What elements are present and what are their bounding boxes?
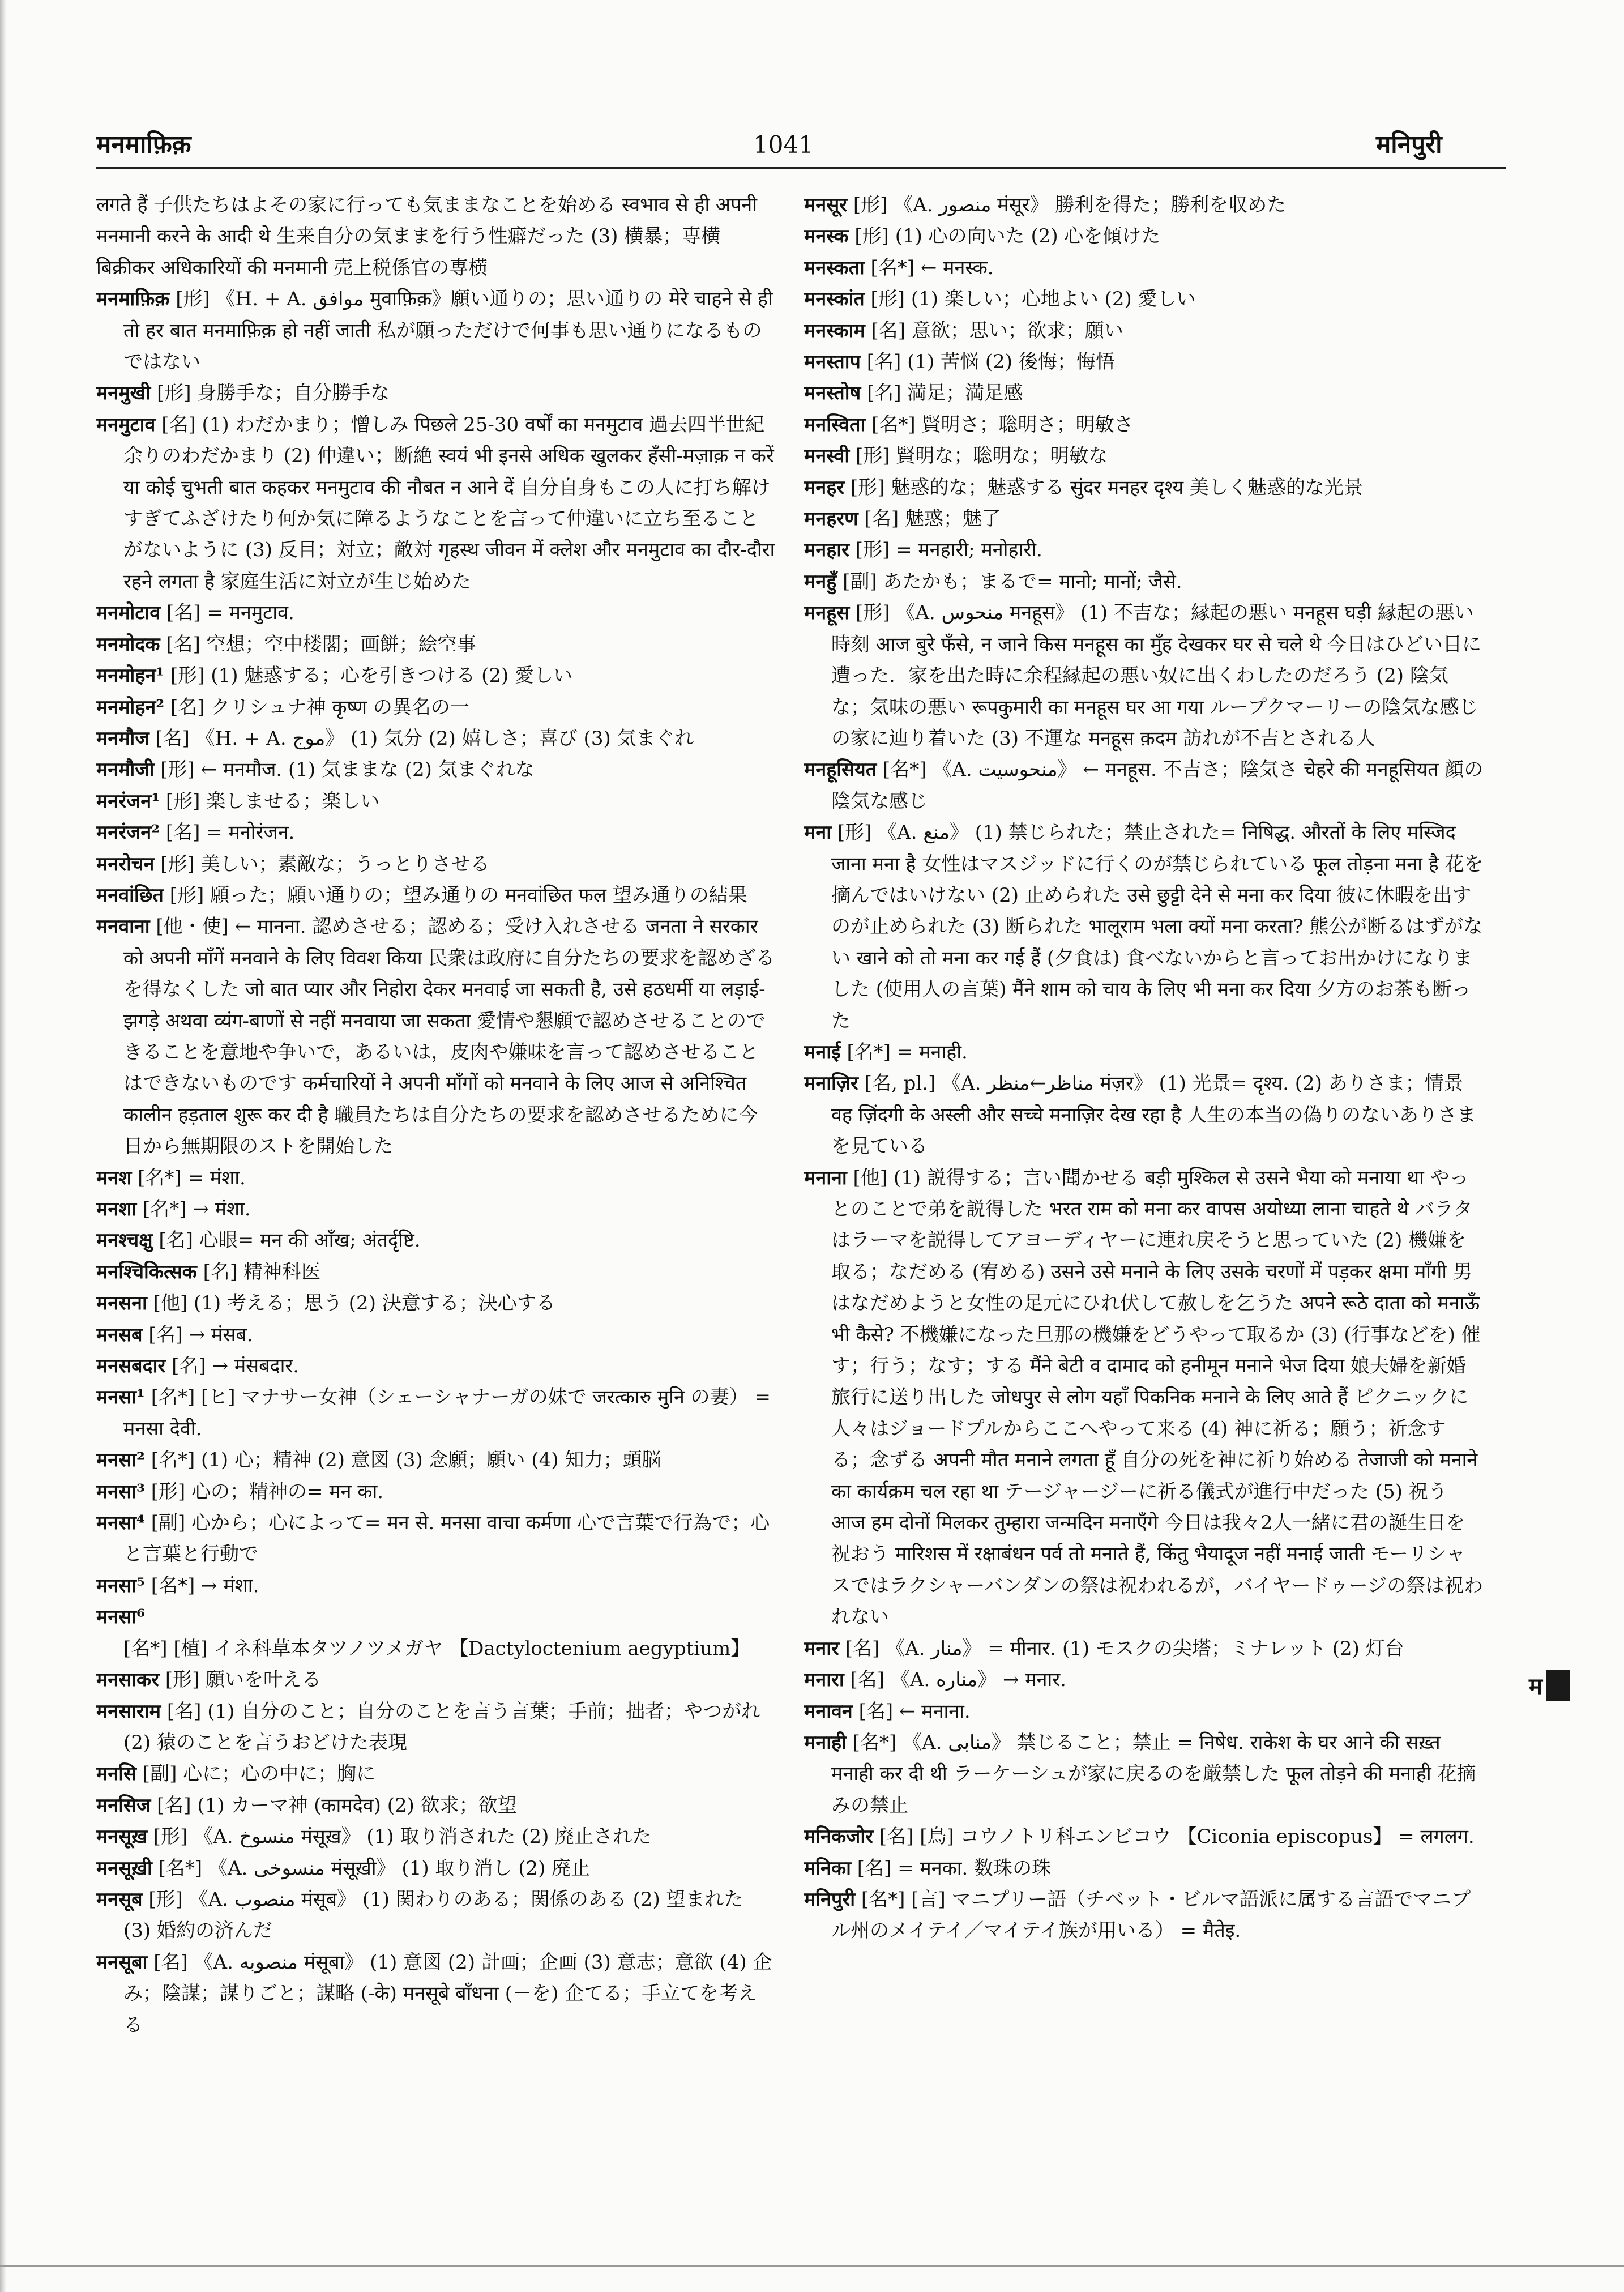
dictionary-entry	[96, 817, 776, 848]
entry-definition: [他・使] ← मानना. 認めさせる；認める；受け入れさせる जनता ने सरकार को अपनी माँगें मनवाने के लिए विवश किया 民衆は政府に自分たちの要求を認めざるを得なくした जो बात प्यार और निहोरा देकर मनवाई जा सकती है, उसे हठधर्मी या लड़ाई-झगड़े अथवा व्यंग-बाणों से नहीं मनवाया जा सकता 愛情や懇願で認めさせることのできることを意地や争いで，あるいは，皮肉や嫌味を言って認めさせることはできないものです कर्मचारियों ने अपनी माँगों को मनवाने के लिए आज से अनिश्चित कालीन हड़ताल शुरू कर दी है 職員たちは自分たちの要求を認めさせるために今日から無期限のストを開始した	[123, 915, 775, 1158]
dictionary-entry	[96, 723, 776, 754]
headword: मनसूर	[804, 194, 848, 216]
headword: मनस्वी	[804, 445, 850, 468]
header-rule	[96, 167, 1506, 169]
dictionary-entry	[804, 566, 1484, 597]
entry-definition: [名] (1) 自分のこと；自分のことを言う言葉；手前；拙者；やつがれ (2) 猿のことを言うおどけた表現	[123, 1700, 761, 1754]
headword: मनसूब	[96, 1888, 143, 1911]
dictionary-entry	[96, 1382, 776, 1445]
dictionary-entry	[804, 315, 1484, 347]
headword: मनमोहन¹	[96, 664, 165, 688]
dictionary-entry	[804, 347, 1484, 378]
entry-definition: [名] クリシュナ神 कृष्ण の異名の一	[164, 695, 469, 719]
headword: मनस्विता	[804, 413, 866, 436]
entry-continuation	[96, 190, 776, 284]
dictionary-entry	[96, 880, 776, 911]
dictionary-entry	[96, 911, 776, 1162]
entry-definition: [他] (1) 考える；思う (2) 決意する；決心する	[147, 1292, 555, 1315]
headword: मनमोटाव	[96, 601, 161, 625]
headword: मनवाना	[96, 915, 150, 938]
entry-definition: [名] 精神科医	[196, 1260, 320, 1283]
dictionary-entry	[804, 190, 1484, 221]
dictionary-entry	[96, 1445, 776, 1476]
dictionary-entry	[804, 597, 1484, 754]
entry-definition: [副] 心から；心によって= मन से. मनसा वाचा कर्मणा 心で言葉で行為で；心と言葉と行動で	[123, 1512, 770, 1566]
entry-definition: [形] ← मनमौज. (1) 気ままな (2) 気まぐれな	[154, 758, 535, 782]
entry-definition: [名] = मनमुटाव.	[160, 601, 294, 625]
entry-definition: [形] 《A. منع》 (1) 禁じられた；禁止された= निषिद्ध. औरतों के लिए मस्जिद जाना मना है 女性はマスジッドに行くのが禁じられている फूल तोड़ना मना है 花を摘んではいけない (2) 止められた उसे छुट्टी देने से मना कर दिया 彼に休暇を出すのが止められた (3) 断られた भालूराम भला क्यों मना करता? 熊公が断るはずがない खाने को तो मना कर गई हैं (夕食は) 食べないからと言ってお出かけになりました (使用人の言葉) मैंने शाम को चाय के लिए भी मना कर दिया 夕方のお茶も断った	[831, 821, 1484, 1032]
dictionary-entry	[804, 1037, 1484, 1068]
headword: मनस्क	[804, 225, 849, 248]
headword: मनमौज	[96, 727, 149, 750]
headword: मनसिज	[96, 1794, 151, 1817]
headword: मनरंजन¹	[96, 789, 160, 813]
dictionary-entry	[804, 1633, 1484, 1664]
dictionary-entry	[96, 1570, 776, 1602]
dictionary-entry	[804, 754, 1484, 817]
entry-definition: [名*] 賢明さ；聡明さ；明敏さ	[865, 413, 1134, 436]
entry-definition: [形] 賢明な；聡明な；明敏な	[849, 445, 1108, 468]
dictionary-entry	[804, 1821, 1484, 1853]
dictionary-entry	[96, 597, 776, 629]
headword: मनसूख़	[96, 1825, 147, 1849]
header-right-guideword: मनिपुरी	[1376, 130, 1442, 159]
entry-definition: [名] 心眼= मन की आँख; अंतर्दृष्टि.	[152, 1229, 421, 1252]
headword: मनसना	[96, 1292, 147, 1315]
headword: मनसाकर	[96, 1668, 160, 1692]
headword: मनहर	[804, 476, 845, 499]
entry-definition: [形] 魅惑的な；魅惑する सुंदर मनहर दृश्य 美しく魅惑的な光景	[844, 476, 1363, 499]
headword: मनशा	[96, 1198, 137, 1220]
dictionary-entry	[96, 692, 776, 723]
headword: मनाज़िर	[804, 1072, 858, 1095]
dictionary-entry	[804, 535, 1484, 566]
headword: मनसाराम	[96, 1700, 161, 1723]
thumb-index-tab	[1529, 1670, 1570, 1701]
headword: मनारा	[804, 1668, 844, 1692]
column-left	[96, 190, 776, 2041]
dictionary-entry	[96, 849, 776, 880]
thumb-index-letter: म	[1529, 1673, 1542, 1700]
dictionary-entry	[96, 660, 776, 692]
entry-definition: [形] (1) 心の向いた (2) 心を傾けた	[848, 225, 1161, 248]
headword: मनमोहन²	[96, 695, 165, 719]
dictionary-entry	[96, 1696, 776, 1759]
headword: मनरोचन	[96, 852, 155, 876]
entry-definition: [名] → मंसब.	[142, 1323, 253, 1346]
entry-definition: [名*] 《A. منسوخى मंसूख़ी》 (1) 取り消し (2) 廃止	[152, 1856, 591, 1880]
headword: मनहूस	[804, 601, 850, 625]
headword: मनवांछित	[96, 883, 164, 907]
dictionary-entry	[96, 1320, 776, 1351]
headword: मनमोदक	[96, 633, 160, 656]
entry-definition: [形] 願いを叶える	[159, 1668, 322, 1692]
headword: मनसूबा	[96, 1950, 148, 1974]
entry-definition: [名] (1) わだかまり；憎しみ पिछले 25-30 वर्षों का मनमुटाव 過去四半世紀余りのわだかまり (2) 仲違い；断絶 स्वयं भी इनसे अधिक खुलकर हँसी-मज़ाक़ न करें या कोई चुभती बात कहकर मनमुटाव की नौबत न आने दें 自分自身もこの人に打ち解けすぎてふざけたり何か気に障るようなことを言って仲違いに立ち至ることがないように (3) 反目；対立；敵対 गृहस्थ जीवन में क्लेश और मनमुटाव का दौर-दौरा रहने लगता है 家庭生活に対立が生じ始めた	[123, 413, 775, 593]
entry-definition: [名] = मनोरंजन.	[160, 821, 295, 844]
dictionary-entry	[96, 1602, 776, 1664]
entry-definition: [形] 心の；精神の= मन का.	[144, 1480, 384, 1503]
entry-definition: [副] 心に；心の中に；胸に	[136, 1762, 376, 1786]
dictionary-entry	[804, 441, 1484, 472]
column-right	[804, 190, 1484, 1947]
entry-definition: [名] (1) 苦悩 (2) 後悔；悔悟	[860, 351, 1115, 374]
dictionary-entry	[804, 1853, 1484, 1884]
headword: मनस्काम	[804, 319, 865, 342]
entry-definition: [名] = मनका. 数珠の珠	[851, 1856, 1052, 1880]
dictionary-entry	[804, 221, 1484, 252]
headword: मनसा⁵	[96, 1574, 145, 1597]
dictionary-entry	[96, 1884, 776, 1947]
entry-definition: [形] 美しい；素敵な；うっとりさせる	[154, 852, 490, 876]
entry-definition: [名] → मंसबदार.	[165, 1355, 300, 1378]
dictionary-entry	[804, 1727, 1484, 1821]
headword: मनमौजी	[96, 758, 155, 782]
dictionary-entry	[96, 1821, 776, 1853]
headword: मनस्कता	[804, 256, 865, 279]
dictionary-entry	[96, 409, 776, 597]
entry-definition: [名] 《A. منار》 = मीनार. (1) モスクの尖塔；ミナレット (2) 灯台	[839, 1637, 1404, 1660]
dictionary-entry	[96, 1664, 776, 1696]
headword: मनश्चिकित्सक	[96, 1260, 197, 1283]
entry-definition: [形] (1) 魅惑する；心を引きつける (2) 愛しい	[164, 664, 573, 688]
dictionary-entry	[96, 1947, 776, 2041]
dictionary-entry	[96, 1476, 776, 1508]
entry-definition: [名] ← मनाना.	[852, 1700, 971, 1723]
headword: मनमुखी	[96, 382, 151, 405]
dictionary-entry	[96, 1163, 776, 1194]
dictionary-entry	[96, 1257, 776, 1288]
headword: मनसा²	[96, 1449, 145, 1472]
dictionary-entry	[96, 284, 776, 378]
entry-definition: [名] 《A. منصوبه मंसूबा》 (1) 意図 (2) 計画；企画 (3) 意志；意欲 (4) 企み；陰謀；謀りごと；謀略 (-के) मनसूबे बाँधना (－を) 企てる；手立てを考える	[123, 1950, 772, 2037]
dictionary-entry	[804, 472, 1484, 503]
entry-definition: [他] (1) 説得する；言い聞かせる बड़ी मुश्किल से उसने भैया को मनाया था やっとのことで弟を説得した भरत राम को मना कर वापस अयोध्या लाना चाहते थे バラタはラーマを説得してアヨーディヤーに連れ戻そうと思っていた (2) 機嫌を取る；なだめる (宥める) उसने उसे मनाने के लिए उसके चरणों में पड़कर क्षमा माँगी 男はなだめようと女性の足元にひれ伏して赦しを乞うた अपने रूठे दाता को मनाऊँ भी कैसे? 不機嫌になった旦那の機嫌をどうやって取るか (3) (行事などを) 催す；行う；なす；する मैंने बेटी व दामाद को हनीमून मनाने भेज दिया 娘夫婦を新婚旅行に送り出した जोधपुर से लोग यहाँ पिकनिक मनाने के लिए आते हैं ピクニックに人々はジョードプルからここへやって来る (4) 神に祈る；願う；祈念する；念ずる अपनी मौत मनाने लगता हूँ 自分の死を神に祈り始める तेजाजी को मनाने का कार्यक्रम चल रहा था テージャージーに祈る儀式が進行中だった (5) 祝う आज हम दोनों मिलकर तुम्हारा जन्मदिन मनाएँगे 今日は我々2人一緒に君の誕生日を祝おう मारिशस में रक्षाबंधन पर्व तो मनाते हैं, किंतु भैयादूज नहीं मनाई जाती モーリシャスではラクシャーバンダンの祭は祝われるが，バイヤードゥージの祭は祝われない	[831, 1166, 1484, 1629]
headword: मनस्तोष	[804, 382, 861, 405]
entry-definition: [形] 楽しませる；楽しい	[160, 789, 380, 813]
dictionary-entry	[804, 1664, 1484, 1696]
headword: मनमुटाव	[96, 413, 156, 436]
entry-definition: [名*] [植] イネ科草本タツノツメガヤ 【Dactyloctenium aegyptium】	[123, 1637, 750, 1660]
entry-definition: [名*] = मंशा.	[131, 1166, 246, 1189]
headword: मनहरण	[804, 507, 858, 531]
dictionary-entry	[96, 1194, 776, 1225]
thumb-index-block	[1546, 1670, 1570, 1701]
dictionary-entry	[96, 1225, 776, 1256]
entry-definition: [形] 《A. منصور मंसूर》 勝利を得た；勝利を収めた	[847, 194, 1287, 216]
page-number: 1041	[753, 131, 814, 159]
page-edge-shadow	[0, 0, 6, 2292]
headword: मनमाफ़िक़	[96, 288, 170, 311]
entry-definition: [形] = मनहारी; मनोहारी.	[849, 539, 1042, 562]
headword: मनसा³	[96, 1480, 145, 1503]
headword: मनश्चक्षु	[96, 1229, 153, 1252]
entry-definition: [名] 空想；空中楼閣；画餅；絵空事	[160, 633, 476, 656]
dictionary-entry	[804, 1163, 1484, 1633]
entry-definition: [名*] ← मनस्क.	[864, 256, 994, 279]
header-left-guideword: मनमाफ़िक़	[96, 130, 191, 159]
dictionary-entry	[96, 1351, 776, 1382]
headword: मनसबदार	[96, 1355, 166, 1378]
entry-definition: [名*] [ヒ] マナサー女神（シェーシャナーガの妹で जरत्कारु मुनि の妻） = मनसा देवी.	[123, 1386, 771, 1440]
entry-definition: [形] 《A. منسوخ मंसूख़》 (1) 取り消された (2) 廃止された	[147, 1825, 652, 1849]
entry-definition: [形] 《A. منصوب मंसूब》 (1) 関わりのある；関係のある (2) 望まれた (3) 婚約の済んだ	[123, 1888, 743, 1943]
dictionary-entry	[96, 786, 776, 817]
dictionary-entry	[96, 629, 776, 660]
dictionary-entry	[804, 378, 1484, 409]
dictionary-entry	[804, 1068, 1484, 1162]
dictionary-entry	[96, 378, 776, 409]
entry-definition: [名] 《A. مناره》 → मनार.	[844, 1668, 1066, 1692]
dictionary-entry	[96, 754, 776, 786]
headword: मनसा⁴	[96, 1512, 145, 1535]
dictionary-entry	[804, 284, 1484, 315]
dictionary-entry	[804, 1884, 1484, 1947]
entry-definition: [形] 身勝手な；自分勝手な	[151, 382, 390, 405]
entry-definition: [名*] 《A. منابى》 禁じること；禁止 = निषेध. राकेश के घर आने की सख़्त मनाही कर दी थी ラーケーシュが家に戻るのを厳禁した फूल तोड़ने की मनाही 花摘みの禁止	[831, 1731, 1476, 1817]
entry-definition: [名] [鳥] コウノトリ科エンビコウ 【Ciconia episcopus】 = लगलग.	[873, 1825, 1475, 1849]
headword: मनस्कांत	[804, 288, 865, 311]
headword: मनिपुरी	[804, 1888, 856, 1911]
headword: मनहार	[804, 539, 849, 562]
headword: मनसा¹	[96, 1386, 145, 1409]
entry-definition: [形] 願った；願い通りの；望み通りの मनवांछित फल 望み通りの結果	[163, 883, 747, 907]
headword: मनहुँ	[804, 570, 837, 593]
entry-definition: [名*] = मनाही.	[840, 1040, 968, 1064]
dictionary-entry	[96, 1288, 776, 1319]
headword: मनाई	[804, 1040, 841, 1064]
headword: मनसि	[96, 1762, 136, 1786]
headword: मनिका	[804, 1856, 851, 1880]
headword: मनिकजोर	[804, 1825, 874, 1849]
entry-definition: [副] あたかも；まるで= मानो; मानों; जैसे.	[836, 570, 1182, 593]
dictionary-entry	[804, 409, 1484, 441]
entry-definition: [名, pl.] 《A. مناظر←منظر मंज़र》 (1) 光景= दृश्य. (2) ありさま；情景 वह ज़िंदगी के अस्ली और सच्चे मनाज़िर देख रहा है 人生の本当の偽りのないありさまを見ている	[831, 1072, 1476, 1158]
entry-definition: [形] 《H. + A. موافق मुवाफ़िक़》願い通りの；思い通りの मेरे चाहने से ही तो हर बात मनमाफ़िक़ हो नहीं जाती 私が願っただけで何事も思い通りになるものではない	[123, 288, 773, 374]
dictionary-entry	[96, 1853, 776, 1884]
entry-definition: [名*] → मंशा.	[144, 1574, 259, 1597]
dictionary-entry	[804, 253, 1484, 284]
dictionary-entry	[96, 1508, 776, 1570]
dictionary-entry	[96, 1790, 776, 1821]
headword: मना	[804, 821, 832, 844]
dictionary-entry	[804, 1696, 1484, 1727]
headword: मनसा⁶	[96, 1606, 145, 1629]
headword: मनार	[804, 1637, 839, 1660]
entry-definition: [名] 意欲；思い；欲求；願い	[865, 319, 1123, 342]
entry-definition: [名*] → मंशा.	[136, 1198, 251, 1220]
headword: मनस्ताप	[804, 351, 861, 374]
entry-definition: [名] 魅惑；魅了	[858, 507, 1001, 531]
entry-definition: [名] (1) カーマ神 (कामदेव) (2) 欲求；欲望	[151, 1794, 517, 1817]
entry-definition: [名] 《H. + A. موج》 (1) 気分 (2) 嬉しさ；喜び (3) 気まぐれ	[149, 727, 694, 750]
dictionary-entry	[804, 503, 1484, 535]
bottom-scan-line	[0, 2265, 1624, 2267]
headword: मनरंजन²	[96, 821, 160, 844]
headword: मनसब	[96, 1323, 143, 1346]
entry-definition: [名*] [言] マニプリー語（チベット・ビルマ語派に属する言語でマニプル州のメイテイ／マイテイ族が用いる） = मैतेइ.	[831, 1888, 1471, 1943]
entry-definition: [形] 《A. منحوس मनहूस》 (1) 不吉な；縁起の悪い मनहूस घड़ी 縁起の悪い時刻 आज बुरे फँसे, न जाने किस मनहूस का मुँह देखकर घर से चले थे 今日はひどい目に遭った．家を出た時に余程縁起の悪い奴に出くわしたのだろう (2) 陰気な；気味の悪い रूपकुमारी का मनहूस घर आ गया ループクマーリーの陰気な感じの家に辿り着いた (3) 不運な मनहूस क़दम 訪れが不吉とされる人	[831, 601, 1481, 750]
dictionary-entry	[804, 817, 1484, 1037]
headword: मनसूख़ी	[96, 1856, 152, 1880]
headword: मनावन	[804, 1700, 853, 1723]
entry-definition: लगते हैं 子供たちはよその家に行っても気ままなことを始める स्वभाव से ही अपनी मनमानी करने के आदी थे 生来自分の気ままを行う性癖だった (3) 横暴；専横 बिक्रीकर अधिकारियों की मनमानी 売上税係官の専横	[96, 194, 758, 279]
entry-definition: [形] (1) 楽しい；心地よい (2) 愛しい	[864, 288, 1196, 311]
headword: मनाना	[804, 1166, 847, 1189]
dictionary-entry	[96, 1759, 776, 1790]
entry-definition: [名] 満足；満足感	[861, 382, 1023, 405]
headword: मनश	[96, 1166, 132, 1189]
entry-definition: [名*] 《A. منحوسيت》 ← मनहूस. 不吉さ；陰気さ चेहरे की मनहूसियत 顔の陰気な感じ	[831, 758, 1484, 813]
headword: मनहूसियत	[804, 758, 877, 782]
headword: मनाही	[804, 1731, 847, 1754]
entry-definition: [名*] (1) 心；精神 (2) 意図 (3) 念願；願い (4) 知力；頭脳	[144, 1449, 661, 1472]
